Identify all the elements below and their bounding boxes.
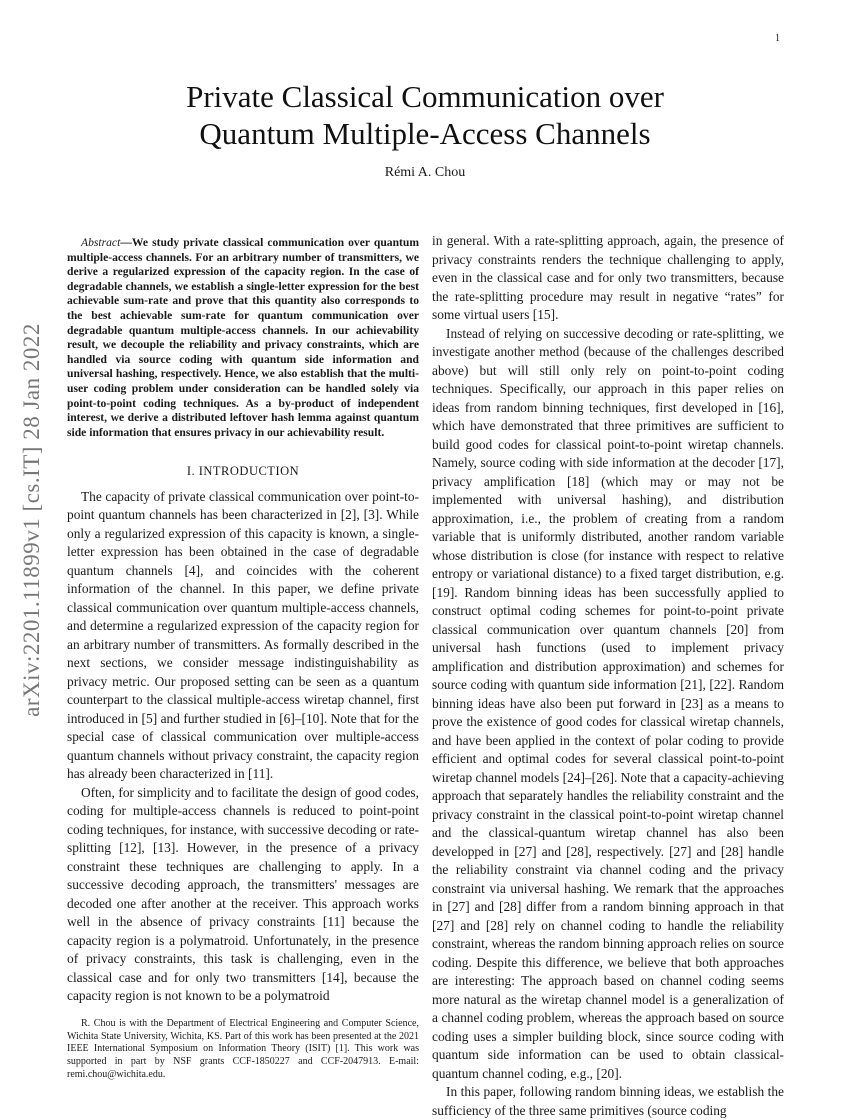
right-paragraph-3: In this paper, following random binning ideas, we establish the sufficiency of the three same primitives (source coding (432, 1084, 784, 1118)
left-column (67, 232, 419, 1082)
arxiv-identifier: arXiv:2201.11899v1 [cs.IT] 28 Jan 2022 (19, 323, 44, 717)
right-paragraph-1: in general. With a rate-splitting approach, again, the presence of privacy constraints renders the technique challenging to apply, even in the classical case and for only two transmitters, because the rate-splitting procedure may result in negative “rates” for some virtual users [15]. (432, 233, 784, 322)
arxiv-sidebar-stamp (17, 280, 47, 760)
author-footnote: R. Chou is with the Department of Electrical Engineering and Computer Science, Wichita State University, Wichita, KS. Part of this work has been presented at the 2021 IEEE International Symposium on Information Theory (ISIT) [1]. This work was supported in part by NSF grants CCF-1850227 and CCF-2047913. E-mail: remi.chou@wichita.edu. (67, 1017, 419, 1080)
intro-paragraph-1: The capacity of private classical communication over point-to-point quantum channels has been characterized in [2], [3]. While only a regularized expression of this capacity is known, a single-letter expression has been obtained in the case of degradable quantum channels [4], and coincides with the coherent information of the channel. In this paper, we define private classical communication over quantum multiple-access channels, and determine a regularized expression of the capacity region for an arbitrary number of transmitters. As formally described in the next sections, we consider message indistinguishability as privacy metric. Our proposed setting can be seen as a quantum counterpart to the classical multiple-access wiretap channel, first introduced in [5] and further studied in [6]–[10]. Note that for the special case of classical communication over multiple-access quantum channels without privacy constraint, the capacity region has already been characterized in [11]. (67, 488, 419, 782)
abstract-text: —We study private classical communication over quantum multiple-access channels. For an arbitrary number of transmitters, we derive a regularized expression of the capacity region. In the case of degradable channels, we establish a single-letter expression for the best achievable sum-rate and prove that this quantity also corresponds to the best achievable sum-rate for quantum communication over degradable quantum multiple-access channels. In our achievability result, we decouple the reliability and privacy constraints, which are handled via source coding with quantum side information and universal hashing, respectively. Hence, we also establish that the multi-user coding problem under consideration can be handled solely via point-to-point coding techniques. As a by-product of independent interest, we derive a distributed leftover hash lemma against quantum side information that ensures privacy in our achievability result. (67, 236, 419, 439)
paper-title (0, 78, 850, 152)
title-line-1: Private Classical Communication over (186, 79, 664, 114)
right-column (432, 232, 784, 1120)
abstract-label: Abstract (81, 236, 121, 249)
right-paragraph-2: Instead of relying on successive decoding or rate-splitting, we investigate another method (because of the challenges described above) but will still only rely on point-to-point coding techniques. Specifically, our approach in this paper relies on ideas from random binning techniques, first developed in [16], which have demonstrated that three primitives are sufficient to build good codes for classical point-to-point wiretap channels. Namely, source coding with side information at the decoder [17], privacy amplification [18] (which may or may not be implemented with universal hashing), and distribution approximation, i.e., the problem of creating from a random variable that is uniformly distributed, another random variable whose distribution is close (for instance with respect to relative entropy or variational distance) to a fixed target distribution, e.g. [19]. Random binning ideas has been successfully applied to construct optimal coding schemes for point-to-point private classical communication over quantum channels [20] from universal hash functions (used to implement privacy amplification and distribution approximation) and schemes for source coding with quantum side information [21], [22]. Random binning ideas have also been put forward in [23] as a means to prove the existence of good codes for classical wiretap channels, and have been applied in the context of polar coding to provide efficient and optimal codes for several classical point-to-point wiretap channel models [24]–[26]. Note that a capacity-achieving approach that separately handles the reliability constraint and the privacy constraint in the classical point-to-point wiretap channel and the classical-quantum wiretap channel has also been developped in [27] and [28], respectively. [27] and [28] handle the reliability constraint via channel coding and the privacy constraint via universal hashing. We remark that the approaches in [27] and [28] differ from a random binning approach in that [27] and [28] rely on channel coding to handle the reliability constraint, whereas the random binning approach relies on source coding. Despite this difference, we believe that both approaches are interesting: The approach based on channel coding seems more natural as the wiretap channel model is a generalization of a channel coding problem, whereas the approach based on source coding uses a simpler building block, since source coding with quantum side information can be used to obtain classical-quantum channel coding, e.g., [20]. (432, 325, 784, 1081)
author-name: Rémi A. Chou (384, 165, 466, 180)
section-heading-introduction: I. INTRODUCTION (186, 464, 300, 479)
page-number: 1 (775, 33, 780, 44)
title-line-2: Quantum Multiple-Access Channels (199, 116, 651, 151)
abstract (67, 236, 419, 440)
intro-paragraph-2: Often, for simplicity and to facilitate the design of good codes, coding for multiple-access channels is reduced to point-point coding techniques, for instance, with successive decoding or rate-splitting [12], [13]. However, in the presence of a privacy constraint these techniques are challenging to apply. In a successive decoding approach, the transmitters' messages are decoded one after another at the receiver. This approach works well in the absence of privacy constraints [11] because the capacity region is a polymatroid. Unfortunately, in the presence of privacy constraints, this task is challenging, even in the classical case and for only two transmitters [14], because the capacity region is not known to be a polymatroid (67, 784, 419, 1004)
